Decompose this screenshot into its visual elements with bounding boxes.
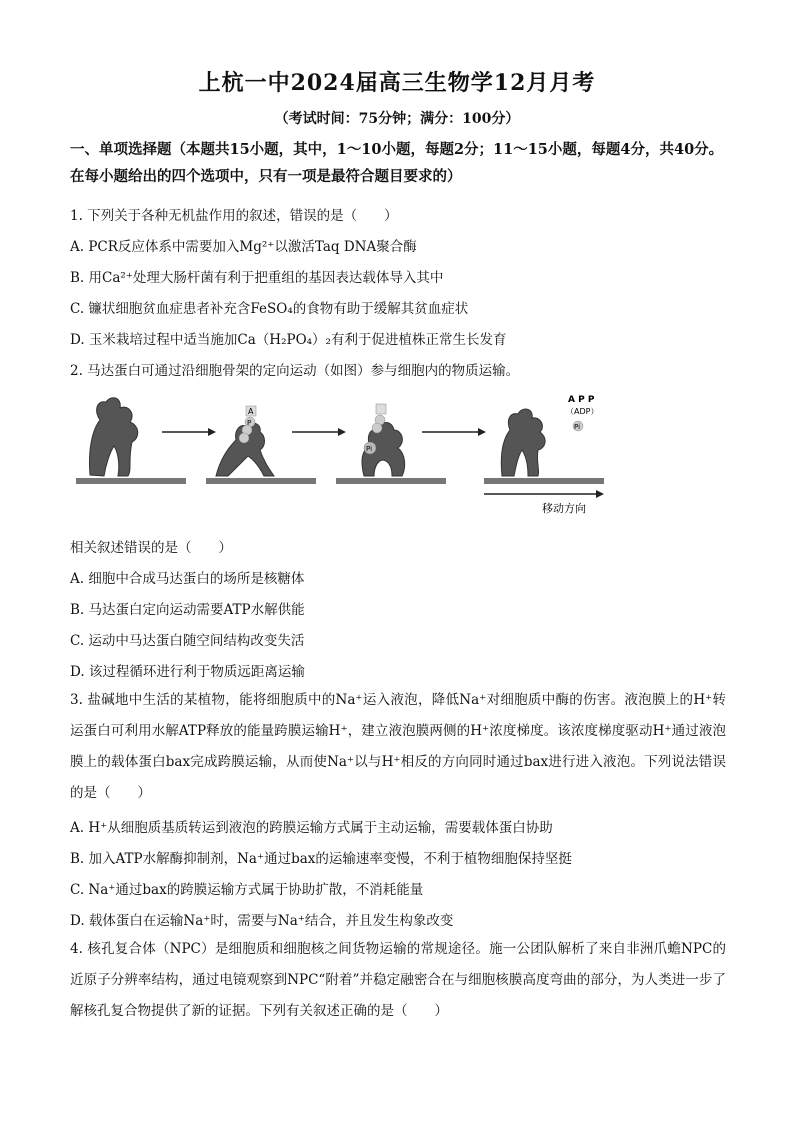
motor-protein-shape <box>501 409 545 476</box>
q3-option-a: A. H⁺从细胞质基质转运到液泡的跨膜运输方式属于主动运输，需要载体蛋白协助 <box>70 820 553 836</box>
q2-prompt: 相关叙述错误的是（ ） <box>70 540 232 556</box>
q3-option-b: B. 加入ATP水解酶抑制剂，Na⁺通过bax的运输速率变慢，不利于植物细胞保持坚挺 <box>70 851 572 867</box>
q1-option-a: A. PCR反应体系中需要加入Mg²⁺以激活Taq DNA聚合酶 <box>70 239 417 255</box>
app-label: A P P <box>568 395 595 405</box>
q2-option-d: D. 该过程循环进行利于物质远距离运输 <box>70 664 305 680</box>
pi-label-2: Pi <box>574 423 581 431</box>
q1-option-c: C. 镰状细胞贫血症患者补充含FeSO₄的食物有助于缓解其贫血症状 <box>70 301 469 317</box>
atp-p-label: P <box>247 419 252 427</box>
direction-arrow-head-icon <box>596 490 604 498</box>
direction-label: 移动方向 <box>542 502 586 515</box>
q3-option-d: D. 载体蛋白在运输Na⁺时，需要与Na⁺结合，并且发生构象改变 <box>70 913 454 929</box>
q1-stem: 1. 下列关于各种无机盐作用的叙述，错误的是（ ） <box>70 208 398 224</box>
q2-option-b: B. 马达蛋白定向运动需要ATP水解供能 <box>70 602 305 618</box>
q4-stem: 4. 核孔复合体（NPC）是细胞质和细胞核之间货物运输的常规途径。施一公团队解析了来自非洲爪蟾NPC的近原子分辨率结构，通过电镜观察到NPC“附着”并稳定融密合在与细胞核膜高度弯曲的部分，为人类进一步了解核孔复合物提供了新的证据。下列有关叙述正确的是（ ） <box>70 941 726 1019</box>
atp-a-label: A <box>248 407 254 416</box>
q2-option-c: C. 运动中马达蛋白随空间结构改变失活 <box>70 633 305 649</box>
motor-protein-figure <box>70 390 610 520</box>
q2-option-a: A. 细胞中合成马达蛋白的场所是核糖体 <box>70 571 305 587</box>
cytoskeleton-track <box>206 478 316 484</box>
motor-protein-shape <box>89 398 137 476</box>
q3-stem: 3. 盐碱地中生活的某植物，能将细胞质中的Na⁺运入液泡，降低Na⁺对细胞质中酶的伤害。液泡膜上的H⁺转运蛋白可利用水解ATP释放的能量跨膜运输H⁺，建立液泡膜两侧的H⁺浓度梯度。该浓度梯度驱动H⁺通过液泡膜上的载体蛋白bax完成跨膜运输，从而使Na⁺以与H⁺相反的方向同时通过bax进行进入液泡。下列说法错误的是（ ） <box>70 692 726 801</box>
cytoskeleton-track <box>76 478 186 484</box>
arrow-head-icon <box>338 428 346 436</box>
pi-label: Pi <box>366 445 373 453</box>
arrow-head-icon <box>478 428 486 436</box>
cytoskeleton-track <box>484 478 604 484</box>
page-title: 上杭一中2024届高三生物学12月月考 <box>198 70 596 96</box>
q1-option-d: D. 玉米栽培过程中适当施加Ca（H₂PO₄）₂有利于促进植株正常生长发育 <box>70 332 507 348</box>
adp-label: （ADP） <box>566 407 599 416</box>
cytoskeleton-track <box>336 478 446 484</box>
q2-stem: 2. 马达蛋白可通过沿细胞骨架的定向运动（如图）参与细胞内的物质运输。 <box>70 363 520 379</box>
q3-option-c: C. Na⁺通过bax的跨膜运输方式属于协助扩散，不消耗能量 <box>70 882 424 898</box>
exam-info: （考试时间：75分钟；满分：100分） <box>274 111 520 127</box>
q1-option-b: B. 用Ca²⁺处理大肠杆菌有利于把重组的基因表达载体导入其中 <box>70 270 444 286</box>
section-heading: 一、单项选择题（本题共15小题，其中，1～10小题，每题2分；11～15小题，每题4分，共40分。在每小题给出的四个选项中，只有一项是最符合题目要求的） <box>70 141 724 185</box>
arrow-head-icon <box>208 428 216 436</box>
